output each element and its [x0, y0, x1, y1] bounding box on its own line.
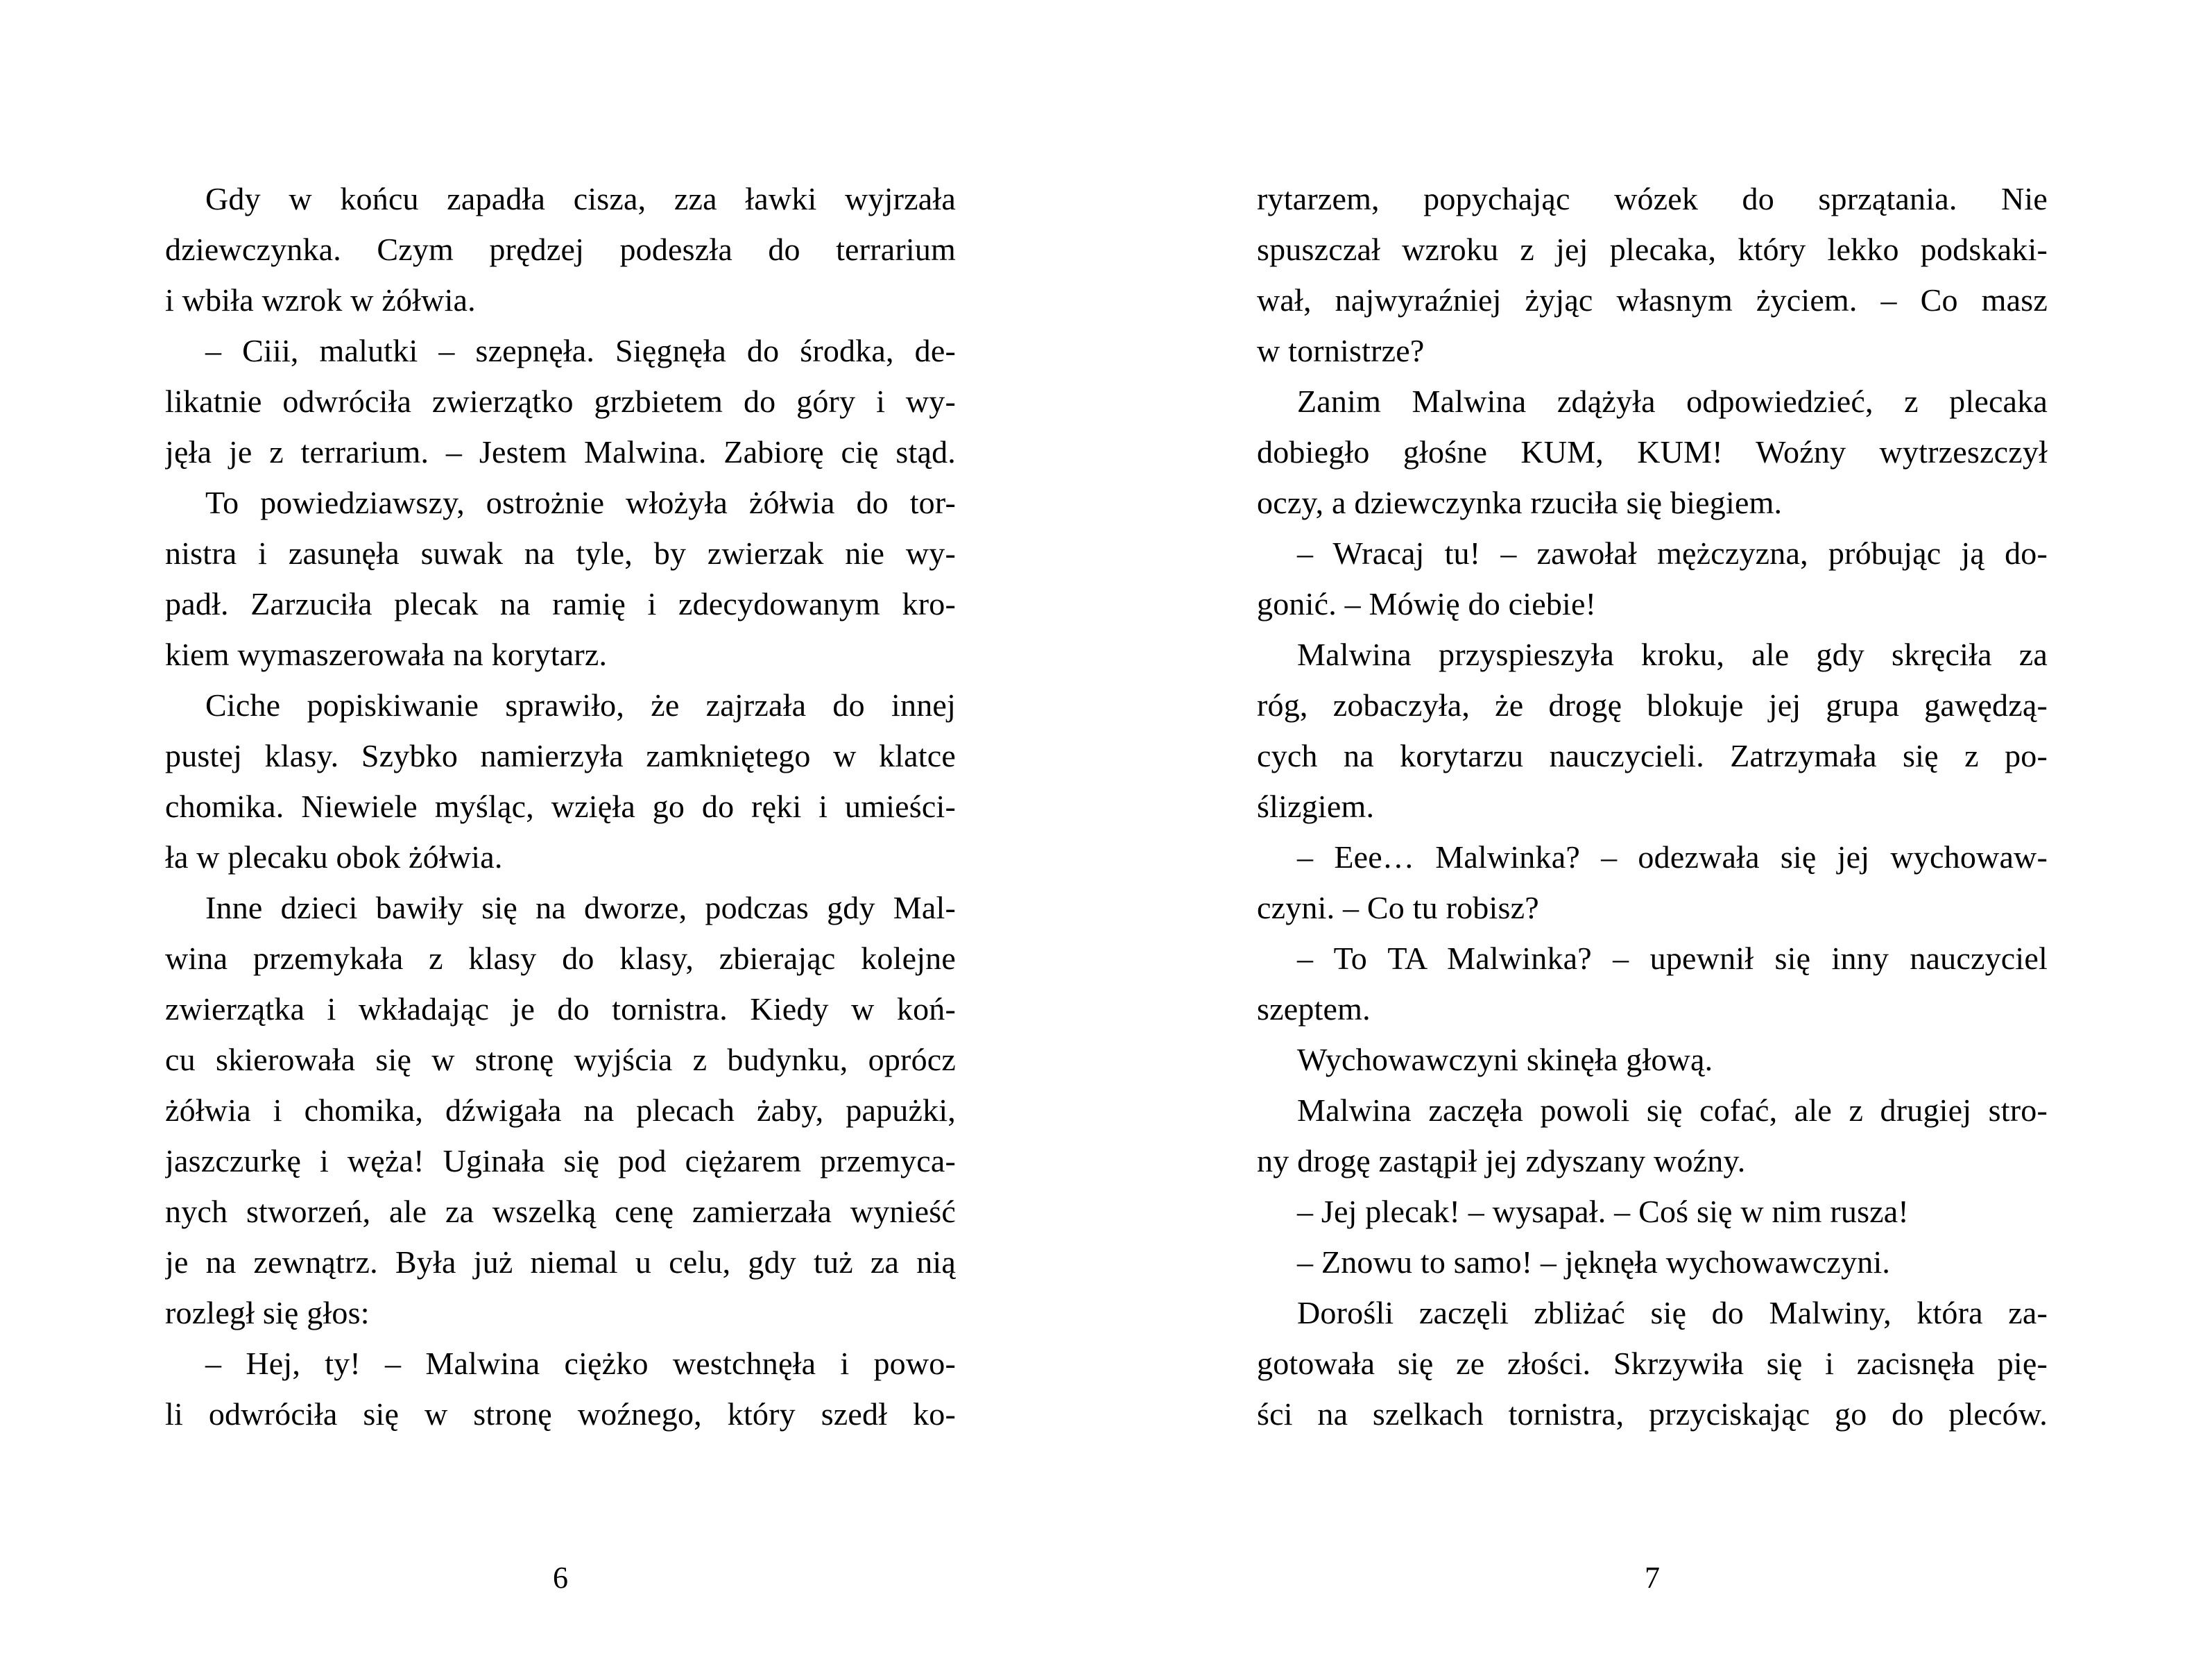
text-line: – Wracaj tu! – zawołał mężczyzna, próbując ją do-: [1297, 535, 2048, 571]
text-line: ślizgiem.: [1257, 789, 1375, 824]
text-line: szeptem.: [1257, 991, 1371, 1027]
text-line: Dorośli zaczęli zbliżać się do Malwiny, która za-: [1297, 1295, 2048, 1330]
text-line: To powiedziawszy, ostrożnie włożyła żółwia do tor-: [205, 485, 956, 520]
text-line: dziewczynka. Czym prędzej podeszła do terrarium: [165, 232, 956, 267]
text-line: – Jej plecak! – wysapał. – Coś się w nim rusza!: [1297, 1194, 1909, 1229]
text-line: nych stworzeń, ale za wszelką cenę zamierzała wynieść: [165, 1194, 956, 1229]
text-line: ła w plecaku obok żółwia.: [165, 839, 503, 875]
text-line: je na zewnątrz. Była już niemal u celu, gdy tuż za nią: [165, 1244, 956, 1280]
text-line: pustej klasy. Szybko namierzyła zamkniętego w klatce: [165, 738, 956, 773]
text-line: cu skierowała się w stronę wyjścia z budynku, oprócz: [165, 1042, 956, 1077]
text-line: i wbiła wzrok w żółwia.: [165, 282, 476, 318]
text-line: Gdy w końcu zapadła cisza, zza ławki wyjrzała: [205, 181, 956, 216]
text-line: ści na szelkach tornistra, przyciskając go do pleców.: [1257, 1396, 2048, 1432]
text-line: li odwróciła się w stronę woźnego, który szedł ko-: [165, 1396, 956, 1432]
page-number-left: 6: [553, 1561, 568, 1595]
text-line: Wychowawczyni skinęła głową.: [1297, 1042, 1713, 1077]
text-line: – Hej, ty! – Malwina ciężko westchnęła i powo-: [205, 1346, 956, 1381]
text-line: rytarzem, popychając wózek do sprzątania. Nie: [1257, 181, 2048, 216]
text-line: dobiegło głośne KUM, KUM! Woźny wytrzeszczył: [1257, 434, 2048, 470]
text-line: zwierzątka i wkładając je do tornistra. Kiedy w koń-: [165, 991, 956, 1027]
text-line: gotowała się ze złości. Skrzywiła się i zacisnęła pię-: [1257, 1346, 2048, 1381]
text-line: cych na korytarzu nauczycieli. Zatrzymała się z po-: [1257, 738, 2048, 773]
text-line: – Eee… Malwinka? – odezwała się jej wychowaw-: [1297, 839, 2048, 875]
text-line: kiem wymaszerowała na korytarz.: [165, 637, 608, 672]
text-line: Inne dzieci bawiły się na dworze, podczas gdy Mal-: [205, 890, 956, 925]
text-line: spuszczał wzroku z jej plecaka, który lekko podskaki-: [1257, 232, 2048, 267]
text-line: – To TA Malwinka? – upewnił się inny nauczyciel: [1297, 941, 2048, 976]
text-line: jaszczurkę i węża! Uginała się pod ciężarem przemyca-: [165, 1143, 956, 1178]
left-page-text-column: [165, 173, 956, 1439]
text-line: gonić. – Mówię do ciebie!: [1257, 586, 1597, 621]
text-line: – Znowu to samo! – jęknęła wychowawczyni.: [1297, 1244, 1891, 1280]
text-line: żółwia i chomika, dźwigała na plecach żaby, papużki,: [165, 1092, 956, 1128]
text-line: Zanim Malwina zdążyła odpowiedzieć, z plecaka: [1297, 384, 2048, 419]
text-line: ny drogę zastąpił jej zdyszany woźny.: [1257, 1143, 1746, 1178]
right-page-text-column: [1257, 173, 2048, 1439]
text-line: róg, zobaczyła, że drogę blokuje jej grupa gawędzą-: [1257, 687, 2048, 723]
text-line: nistra i zasunęła suwak na tyle, by zwierzak nie wy-: [165, 535, 956, 571]
text-line: oczy, a dziewczynka rzuciła się biegiem.: [1257, 485, 1783, 520]
text-line: Malwina zaczęła powoli się cofać, ale z drugiej stro-: [1297, 1092, 2048, 1128]
text-line: padł. Zarzuciła plecak na ramię i zdecydowanym kro-: [165, 586, 956, 621]
text-line: chomika. Niewiele myśląc, wzięła go do ręki i umieści-: [165, 789, 956, 824]
text-line: – Ciii, malutki – szepnęła. Sięgnęła do środka, de-: [205, 333, 956, 368]
text-line: Malwina przyspieszyła kroku, ale gdy skręciła za: [1297, 637, 2048, 672]
page-number-right: 7: [1645, 1561, 1660, 1595]
text-line: wał, najwyraźniej żyjąc własnym życiem. – Co masz: [1257, 282, 2048, 318]
text-line: Ciche popiskiwanie sprawiło, że zajrzała do innej: [205, 687, 956, 723]
text-line: w tornistrze?: [1257, 333, 1425, 368]
text-line: likatnie odwróciła zwierzątko grzbietem do góry i wy-: [165, 384, 956, 419]
text-line: wina przemykała z klasy do klasy, zbierając kolejne: [165, 941, 956, 976]
text-line: czyni. – Co tu robisz?: [1257, 890, 1539, 925]
text-line: rozległ się głos:: [165, 1295, 370, 1330]
text-line: jęła je z terrarium. – Jestem Malwina. Zabiorę cię stąd.: [165, 434, 956, 470]
